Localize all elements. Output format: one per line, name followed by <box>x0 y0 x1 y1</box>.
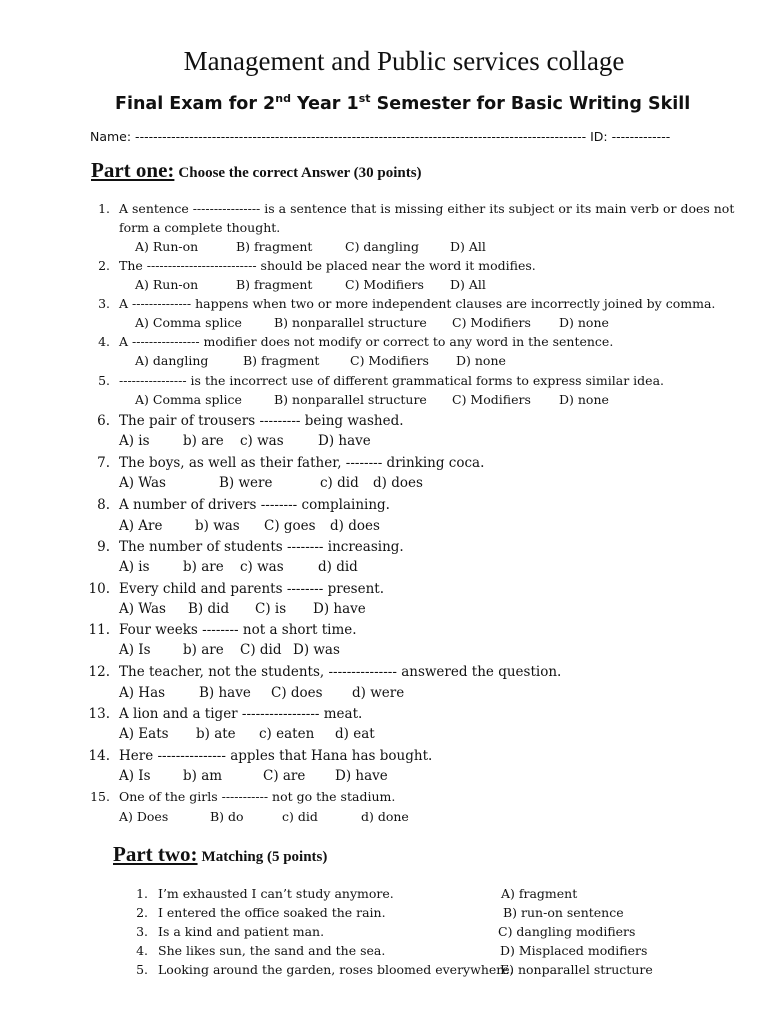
answer-option: D) have <box>318 433 371 449</box>
answer-option: d) were <box>352 685 405 701</box>
question-number: 9. <box>97 539 110 555</box>
answer-option: A) Is <box>119 768 151 784</box>
answer-option: C) does <box>271 685 323 701</box>
answer-option: D) none <box>559 315 609 330</box>
question-text: A ---------------- modifier does not modify or correct to any word in the sentence. <box>119 334 614 349</box>
matching-statement: Is a kind and patient man. <box>158 924 325 939</box>
question-text: A number of drivers -------- complaining. <box>119 497 390 513</box>
answer-option: A) Comma splice <box>135 392 242 407</box>
question-number: 5. <box>98 373 110 388</box>
answer-option: B) did <box>188 601 230 617</box>
answer-option: C) are <box>263 768 306 784</box>
answer-option: C) goes <box>264 518 316 534</box>
answer-option: c) did <box>282 809 318 824</box>
exam-title: Final Exam for 2nd Year 1st Semester for Basic Writing Skill <box>115 92 691 114</box>
matching-statement: Looking around the garden, roses bloomed everywhere. <box>158 962 514 977</box>
question-text: The -------------------------- should be placed near the word it modifies. <box>119 258 536 273</box>
matching-answer: A) fragment <box>501 886 578 901</box>
answer-option: C) Modifiers <box>452 315 531 330</box>
question-number: 10. <box>88 581 110 597</box>
question-text: Here --------------- apples that Hana has bought. <box>119 748 433 764</box>
answer-option: C) did <box>240 642 282 658</box>
matching-statement: I entered the office soaked the rain. <box>158 905 386 920</box>
answer-option: b) am <box>183 768 223 784</box>
answer-option: B) fragment <box>243 353 320 368</box>
matching-answer: D) Misplaced modifiers <box>500 943 648 958</box>
answer-option: B) nonparallel structure <box>274 392 427 407</box>
answer-option: D) none <box>559 392 609 407</box>
answer-option: A) is <box>119 559 150 575</box>
answer-option: B) fragment <box>236 277 313 292</box>
question-text: A lion and a tiger ----------------- meat. <box>119 706 363 722</box>
answer-option: B) do <box>210 809 244 824</box>
question-text: form a complete thought. <box>119 220 281 235</box>
answer-option: D) have <box>313 601 366 617</box>
answer-option: A) dangling <box>135 353 209 368</box>
answer-option: c) did <box>320 475 359 491</box>
answer-option: c) was <box>240 559 284 575</box>
question-text: The boys, as well as their father, -------- drinking coca. <box>119 455 485 471</box>
college-title: Management and Public services collage <box>183 46 625 76</box>
answer-option: A) Run-on <box>135 277 199 292</box>
matching-number: 5. <box>136 962 148 977</box>
question-number: 11. <box>88 622 110 638</box>
question-number: 4. <box>98 334 110 349</box>
answer-option: b) are <box>183 433 224 449</box>
question-number: 15. <box>90 789 110 804</box>
answer-option: b) was <box>195 518 240 534</box>
question-number: 14. <box>88 748 110 764</box>
matching-statement: She likes sun, the sand and the sea. <box>158 943 386 958</box>
answer-option: B) were <box>219 475 273 491</box>
name-id-line: Name: ---------------------------------------------------------------------------------------------------- ID: ------------- <box>90 129 671 144</box>
question-number: 7. <box>97 455 110 471</box>
part-two-heading: Part two: Matching (5 points) <box>113 842 328 866</box>
answer-option: D) was <box>293 642 340 658</box>
question-number: 1. <box>98 201 110 216</box>
question-number: 13. <box>88 706 110 722</box>
answer-option: A) is <box>119 433 150 449</box>
answer-option: d) done <box>361 809 409 824</box>
answer-option: A) Run-on <box>135 239 199 254</box>
answer-option: d) does <box>373 475 423 491</box>
matching-statement: I’m exhausted I can’t study anymore. <box>158 886 394 901</box>
question-text: A -------------- happens when two or more independent clauses are incorrectly joined by comma. <box>119 296 716 311</box>
answer-option: B) nonparallel structure <box>274 315 427 330</box>
question-text: The teacher, not the students, --------------- answered the question. <box>119 664 562 680</box>
question-text: Four weeks -------- not a short time. <box>119 622 357 638</box>
answer-option: b) are <box>183 642 224 658</box>
question-number: 2. <box>98 258 110 273</box>
answer-option: d) did <box>318 559 358 575</box>
question-text: The number of students -------- increasing. <box>119 539 404 555</box>
answer-option: b) are <box>183 559 224 575</box>
answer-option: D) none <box>456 353 506 368</box>
question-text: A sentence ---------------- is a sentence that is missing either its subject or its main verb or does not <box>119 201 735 216</box>
question-number: 12. <box>88 664 110 680</box>
answer-option: A) Is <box>119 642 151 658</box>
matching-number: 4. <box>136 943 148 958</box>
matching-number: 3. <box>136 924 148 939</box>
question-text: Every child and parents -------- present. <box>119 581 385 597</box>
matching-number: 1. <box>136 886 148 901</box>
matching-answer: C) dangling modifiers <box>498 924 636 939</box>
answer-option: c) was <box>240 433 284 449</box>
matching-number: 2. <box>136 905 148 920</box>
question-number: 6. <box>97 413 110 429</box>
matching-answer: B) run-on sentence <box>503 905 624 920</box>
answer-option: d) does <box>330 518 380 534</box>
question-text: One of the girls ----------- not go the stadium. <box>119 789 396 804</box>
answer-option: b) ate <box>196 726 236 742</box>
answer-option: B) have <box>199 685 251 701</box>
answer-option: C) Modifiers <box>452 392 531 407</box>
answer-option: D) All <box>450 239 486 254</box>
answer-option: c) eaten <box>259 726 315 742</box>
answer-option: D) have <box>335 768 388 784</box>
answer-option: A) Are <box>119 518 163 534</box>
answer-option: B) fragment <box>236 239 313 254</box>
answer-option: A) Comma splice <box>135 315 242 330</box>
answer-option: C) dangling <box>345 239 419 254</box>
question-number: 3. <box>98 296 110 311</box>
question-text: The pair of trousers --------- being washed. <box>119 413 404 429</box>
answer-option: C) Modifiers <box>345 277 424 292</box>
answer-option: A) Has <box>119 685 166 701</box>
matching-answer: E) nonparallel structure <box>500 962 653 977</box>
answer-option: A) Does <box>119 809 169 824</box>
answer-option: A) Was <box>119 601 166 617</box>
question-text: ---------------- is the incorrect use of different grammatical forms to express similar idea. <box>119 373 664 388</box>
answer-option: A) Was <box>119 475 166 491</box>
answer-option: D) All <box>450 277 486 292</box>
answer-option: C) is <box>255 601 287 617</box>
answer-option: C) Modifiers <box>350 353 429 368</box>
question-number: 8. <box>97 497 110 513</box>
answer-option: A) Eats <box>119 726 169 742</box>
part-one-heading: Part one: Choose the correct Answer (30 points) <box>91 158 422 182</box>
answer-option: d) eat <box>335 726 375 742</box>
